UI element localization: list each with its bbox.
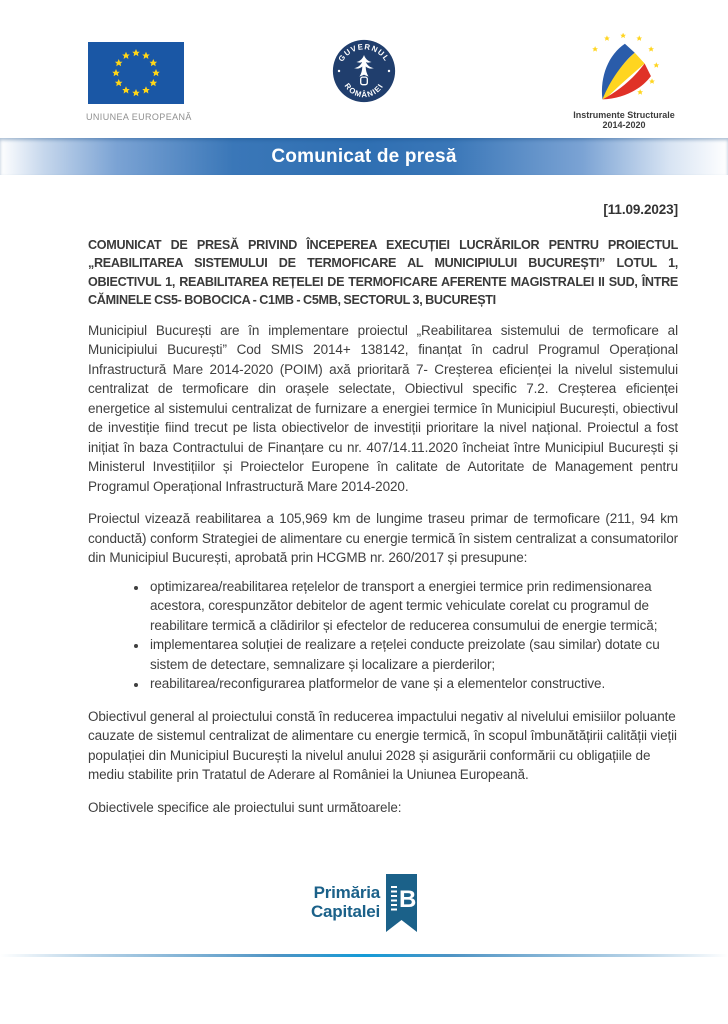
gov-seal-top-text: GUVERNUL: [336, 42, 392, 64]
structural-instruments-logo: [566, 33, 682, 130]
bottom-divider: [0, 954, 728, 957]
primaria-line: Primăria: [313, 883, 381, 902]
svg-text:B: B: [399, 886, 417, 913]
list-item: • implementarea soluției de realizare a rețelei conducte preizolate (sau similar) dotate cu sistem de detectare, semnalizare și localizare a pierderilor;: [148, 635, 678, 674]
structural-instruments-caption: Instrumente Structurale: [573, 110, 675, 120]
document-body: [88, 200, 678, 830]
structural-instruments-icon: [580, 33, 668, 103]
press-release-heading: COMUNICAT DE PRESĂ PRIVIND ÎNCEPEREA EXECUȚIEI LUCRĂRILOR PENTRU PROIECTUL „REABILITAREA SISTEMULUI DE TERMOFICARE AL MUNICIPIULUI BUCUREȘTI” LOTUL 1, OBIECTIVUL 1, REABILITAREA REȚELEI DE TERMOFICARE AFERENTE MAGISTRALEI II SUD, ÎNTRE CĂMINELE CS5- BOBOCICA - C1MB - C5MB, SECTORUL 3, BUCUREȘTI: [88, 237, 678, 307]
primaria-capitalei-ribbon-icon: [386, 874, 417, 932]
government-seal-icon: [331, 38, 397, 104]
eu-flag-icon: [88, 42, 184, 104]
eu-flag-logo: [86, 42, 192, 122]
list-item: • optimizarea/reabilitarea rețelelor de transport a energiei termice prin redimensionarea acestora, corespunzător debitelor de agent termic vehiculate corelat cu programul de reabilitare termică a clădirilor și efectelor de reducerea consumului de energie termică;: [148, 577, 678, 636]
gov-seal-bottom-text: ROMÂNIEI: [342, 81, 386, 100]
banner-title: Comunicat de presă: [271, 145, 457, 167]
primaria-capitalei-wordmark: [311, 883, 380, 921]
list-item: • reabilitarea/reconfigurarea platformelor de vane și a elementelor constructive.: [148, 674, 678, 694]
paragraph-specific-objectives-lead: Obiectivele specifice ale proiectului sunt următoarele:: [88, 799, 402, 815]
structural-instruments-period: 2014-2020: [602, 120, 646, 130]
government-seal-logo: [330, 38, 398, 109]
press-release-banner: [0, 138, 728, 175]
capitalei-line: Capitalei: [310, 902, 381, 921]
paragraph-project-intro: Municipiul București are în implementare proiectul „Reabilitarea sistemului de termoficare al Municipiului București” Cod SMIS 2014+ 138142, finanțat în cadrul Programul Operațional Infrastructură Mare 2014-2020 (POIM) axă prioritară 7- Creșterea eficienței la nivelul sistemului centralizat de termoficare din orașele selectate, Obiectivul specific 7.2. Creșterea eficienței energetice al sistemului centralizat de furnizare a energiei termice în Municipiul București, obiectivul de investiție fiind trecut pe lista obiectivelor de investiții prioritare la nivel național. Proiectul a fost inițiat în baza Contractului de Finanțare cu nr. 407/14.11.2020 încheiat între Municipiul București și Ministerul Investițiilor și Proiectelor Europene în calitate de Autoritate de Management pentru Programul Operațional Infrastructură Mare 2014-2020.: [88, 322, 678, 494]
objectives-list: [88, 577, 678, 694]
paragraph-general-objective: Obiectivul general al proiectului constă în reducerea impactului negativ al nivelului emisiilor poluante cauzate de sistemul centralizat de alimentare cu energie termică, în scopul îmbunătățirii calității vieții populației din Municipiul București la nivelul anului 2028 și asigurării conformării cu obligațiile de mediu stabilite prin Tratatul de Aderare al României la Uniunea Europeană.: [88, 708, 677, 782]
footer-logo: [0, 874, 728, 932]
release-date: [11.09.2023]: [603, 202, 678, 217]
eu-flag-caption: UNIUNEA EUROPEANĂ: [86, 112, 192, 122]
paragraph-project-scope: Proiectul vizează reabilitarea a 105,969 km de lungime traseu primar de termoficare (211, 94 km conductă) conform Strategiei de alimentare cu energie termică în sistem centralizat a consumatorilor din Municipiul București, aprobată prin HCGMB nr. 260/2017 și presupune:: [88, 511, 678, 565]
